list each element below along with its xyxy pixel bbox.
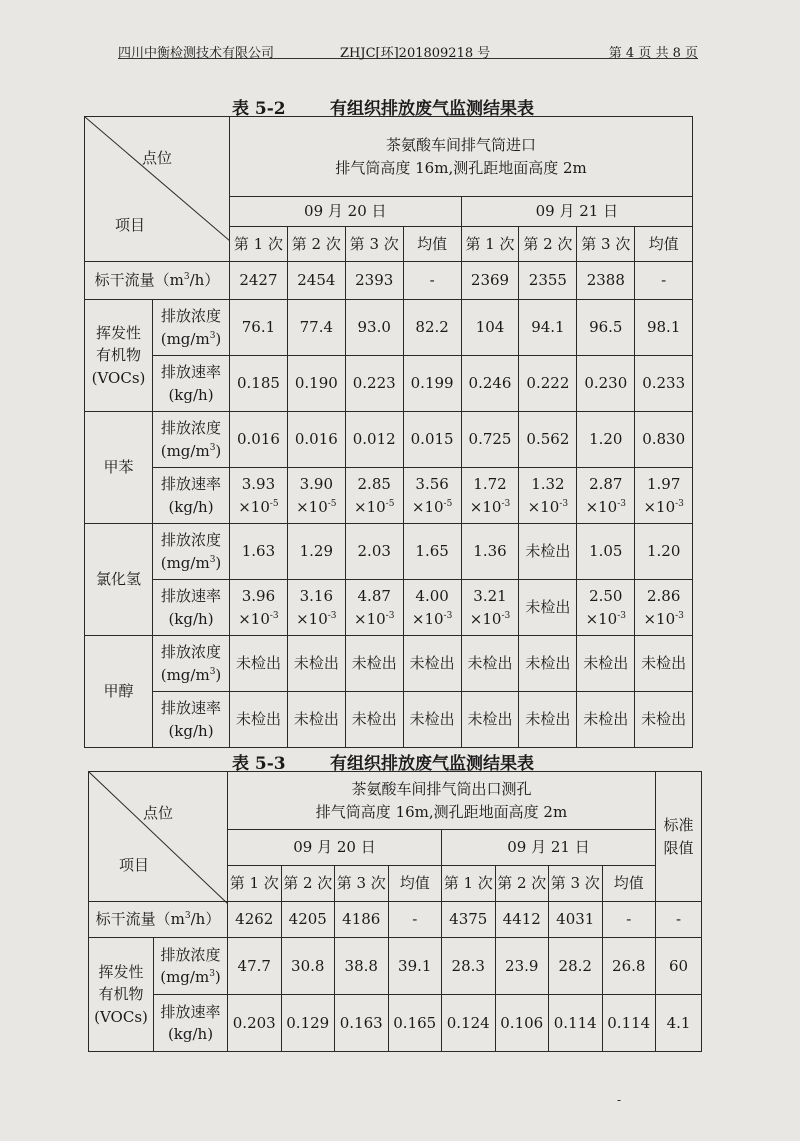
data-cell: 98.1 [635,300,693,356]
column-header: 第 2 次 [495,866,549,902]
column-header: 第 3 次 [335,866,389,902]
data-cell: 未检出 [287,692,345,748]
data-cell: 未检出 [403,692,461,748]
data-cell: 1.63 [230,524,288,580]
report-number: ZHJC[环]201809218 号 [340,46,491,61]
header-diagonal-cell [85,117,230,262]
data-cell: 23.9 [495,938,549,995]
table-row [85,468,693,524]
column-header: 均值 [403,227,461,262]
measurement-label: 排放速率 (kg/h) [153,580,230,636]
data-cell: 1.32 $\times 10^{-3}$ [519,468,577,524]
data-cell: 未检出 [519,524,577,580]
flow-value: 2355 [519,262,577,300]
table-row [85,300,693,356]
data-cell: 0.199 [403,356,461,412]
data-cell: 1.97 $\times 10^{-3}$ [635,468,693,524]
data-cell: 0.203 [228,995,282,1052]
flow-value: 2388 [577,262,635,300]
standard-label-line-2: 限值 [663,838,694,857]
data-cell: 未检出 [230,636,288,692]
measurement-label: 排放速率 (kg/h) [153,356,230,412]
data-cell: 3.90 $\times 10^{-5}$ [287,468,345,524]
flow-value: 4412 [495,902,549,938]
table-5-3-title: 有组织排放废气监测结果表 [330,754,534,774]
column-header: 第 3 次 [549,866,603,902]
data-cell: 4.87 $\times 10^{-3}$ [345,580,403,636]
date-1: 09 月 20 日 [228,830,442,866]
table-5-3-number: 表 5-3 [232,754,286,774]
table-5-2-number: 表 5-2 [232,99,286,119]
column-header: 第 2 次 [519,227,577,262]
location-cell [228,772,656,830]
page-number: 第 4 页 共 8 页 [608,46,698,61]
diagonal-line [89,772,228,904]
data-cell: 3.16 $\times 10^{-3}$ [287,580,345,636]
data-cell: 104 [461,300,519,356]
measurement-label: 排放浓度 $(mg/m^3)$ [153,524,230,580]
flow-value: - [388,902,442,938]
data-cell: 77.4 [287,300,345,356]
parameter-name: 甲醇 [85,636,153,748]
data-cell: 未检出 [461,692,519,748]
data-cell: 3.56 $\times 10^{-5}$ [403,468,461,524]
column-header: 第 1 次 [442,866,496,902]
diagonal-line [85,117,230,241]
location-height: 排气筒高度 16m,测孔距地面高度 2m [315,802,568,821]
header-diagonal-cell [89,772,228,902]
table-5-2-title: 有组织排放废气监测结果表 [330,99,534,119]
data-cell: 未检出 [519,636,577,692]
column-header: 均值 [388,866,442,902]
data-cell: 2.87 $\times 10^{-3}$ [577,468,635,524]
data-cell: 未检出 [519,580,577,636]
data-cell: 0.233 [635,356,693,412]
page-header [118,30,698,59]
point-label: 点位 [142,804,173,822]
data-cell: 0.185 [230,356,288,412]
data-cell: 3.96 $\times 10^{-3}$ [230,580,288,636]
data-cell: 28.2 [549,938,603,995]
measurement-label: 排放速率 (kg/h) [153,468,230,524]
standard-limit-value: 60 [656,938,702,995]
data-cell: 1.72 $\times 10^{-3}$ [461,468,519,524]
table-row [85,524,693,580]
table-row [85,580,693,636]
data-cell: 3.21 $\times 10^{-3}$ [461,580,519,636]
data-cell: 0.012 [345,412,403,468]
data-cell: 0.230 [577,356,635,412]
data-cell: 38.8 [335,938,389,995]
data-cell: 2.86 $\times 10^{-3}$ [635,580,693,636]
table-row [89,938,702,995]
parameter-name: 挥发性 有机物 (VOCs) [89,938,154,1052]
standard-label-line-1: 标准 [663,816,694,834]
data-cell: 4.00 $\times 10^{-3}$ [403,580,461,636]
data-cell: 0.562 [519,412,577,468]
flow-value: 4031 [549,902,603,938]
data-cell: 0.114 [602,995,656,1052]
date-2: 09 月 21 日 [461,197,693,227]
data-cell: 82.2 [403,300,461,356]
flow-value: 2454 [287,262,345,300]
date-1: 09 月 20 日 [230,197,462,227]
table-row [85,692,693,748]
location-name: 茶氨酸车间排气筒进口 [386,136,537,154]
data-cell: 0.830 [635,412,693,468]
data-cell: 76.1 [230,300,288,356]
data-cell: 0.163 [335,995,389,1052]
data-cell: 未检出 [403,636,461,692]
data-cell: 0.165 [388,995,442,1052]
item-label: 项目 [119,855,150,874]
data-cell: 1.36 [461,524,519,580]
measurement-label: 排放速率 (kg/h) [153,692,230,748]
data-cell: 0.016 [287,412,345,468]
column-header: 第 1 次 [461,227,519,262]
data-cell: 2.03 [345,524,403,580]
flow-label: 标干流量$(m^3/h)$ [85,262,230,300]
data-cell: 未检出 [345,692,403,748]
flow-value: 4375 [442,902,496,938]
data-cell: 93.0 [345,300,403,356]
table-5-2 [84,116,693,748]
table-row [89,995,702,1052]
data-cell: 1.05 [577,524,635,580]
location-name: 茶氨酸车间排气筒出口测孔 [351,780,532,798]
data-cell: 未检出 [461,636,519,692]
data-cell: 1.20 [577,412,635,468]
data-cell: 未检出 [635,692,693,748]
column-header: 第 1 次 [230,227,288,262]
flow-value: - [635,262,693,300]
column-header: 第 3 次 [345,227,403,262]
data-cell: 1.65 [403,524,461,580]
location-height: 排气筒高度 16m,测孔距地面高度 2m [335,158,587,177]
data-cell: 未检出 [519,692,577,748]
data-cell: 96.5 [577,300,635,356]
flow-value: 4205 [281,902,335,938]
flow-value: 4262 [228,902,282,938]
data-cell: 3.93 $\times 10^{-5}$ [230,468,288,524]
standard-limit-header [656,772,702,902]
data-cell: 2.50 $\times 10^{-3}$ [577,580,635,636]
data-cell: 1.29 [287,524,345,580]
data-cell: 30.8 [281,938,335,995]
data-cell: 0.246 [461,356,519,412]
parameter-name: 挥发性 有机物 (VOCs) [85,300,153,412]
data-cell: 0.129 [281,995,335,1052]
data-cell: 0.190 [287,356,345,412]
flow-row [85,262,693,300]
data-cell: 未检出 [635,636,693,692]
data-cell: 0.124 [442,995,496,1052]
data-cell: 0.106 [495,995,549,1052]
measurement-label: 排放浓度 $(mg/m^3)$ [153,636,230,692]
data-cell: 0.114 [549,995,603,1052]
data-cell: 未检出 [577,692,635,748]
footer-mark: - [617,1093,622,1107]
data-cell: 未检出 [345,636,403,692]
data-cell: 47.7 [228,938,282,995]
date-2: 09 月 21 日 [442,830,656,866]
point-label: 点位 [141,149,172,167]
data-cell: 2.85 $\times 10^{-5}$ [345,468,403,524]
column-header: 第 1 次 [228,866,282,902]
data-cell: 1.20 [635,524,693,580]
company-name: 四川中衡检测技术有限公司 [118,46,275,61]
data-cell: 0.725 [461,412,519,468]
parameter-name: 甲苯 [85,412,153,524]
flow-value: 2427 [230,262,288,300]
flow-value: 2369 [461,262,519,300]
location-cell [230,117,693,197]
flow-value: - [403,262,461,300]
table-row [85,356,693,412]
standard-limit-value: - [656,902,702,938]
table-row [85,412,693,468]
data-cell: 0.222 [519,356,577,412]
data-cell: 0.223 [345,356,403,412]
data-cell: 0.016 [230,412,288,468]
flow-value: 4186 [335,902,389,938]
parameter-name: 氯化氢 [85,524,153,636]
data-cell: 39.1 [388,938,442,995]
item-label: 项目 [115,215,146,234]
data-cell: 0.015 [403,412,461,468]
measurement-label: 排放浓度 $(mg/m^3)$ [154,938,228,995]
flow-label: 标干流量$(m^3/h)$ [89,902,228,938]
data-cell: 未检出 [230,692,288,748]
table-5-3 [88,771,702,1052]
column-header: 均值 [635,227,693,262]
data-cell: 26.8 [602,938,656,995]
column-header: 均值 [602,866,656,902]
measurement-label: 排放浓度 $(mg/m^3)$ [153,300,230,356]
column-header: 第 2 次 [287,227,345,262]
measurement-label: 排放浓度 $(mg/m^3)$ [153,412,230,468]
data-cell: 94.1 [519,300,577,356]
data-cell: 未检出 [287,636,345,692]
measurement-label: 排放速率 (kg/h) [154,995,228,1052]
table-row [85,636,693,692]
column-header: 第 2 次 [281,866,335,902]
flow-row [89,902,702,938]
standard-limit-value: 4.1 [656,995,702,1052]
data-cell: 28.3 [442,938,496,995]
flow-value: 2393 [345,262,403,300]
column-header: 第 3 次 [577,227,635,262]
flow-value: - [602,902,656,938]
data-cell: 未检出 [577,636,635,692]
